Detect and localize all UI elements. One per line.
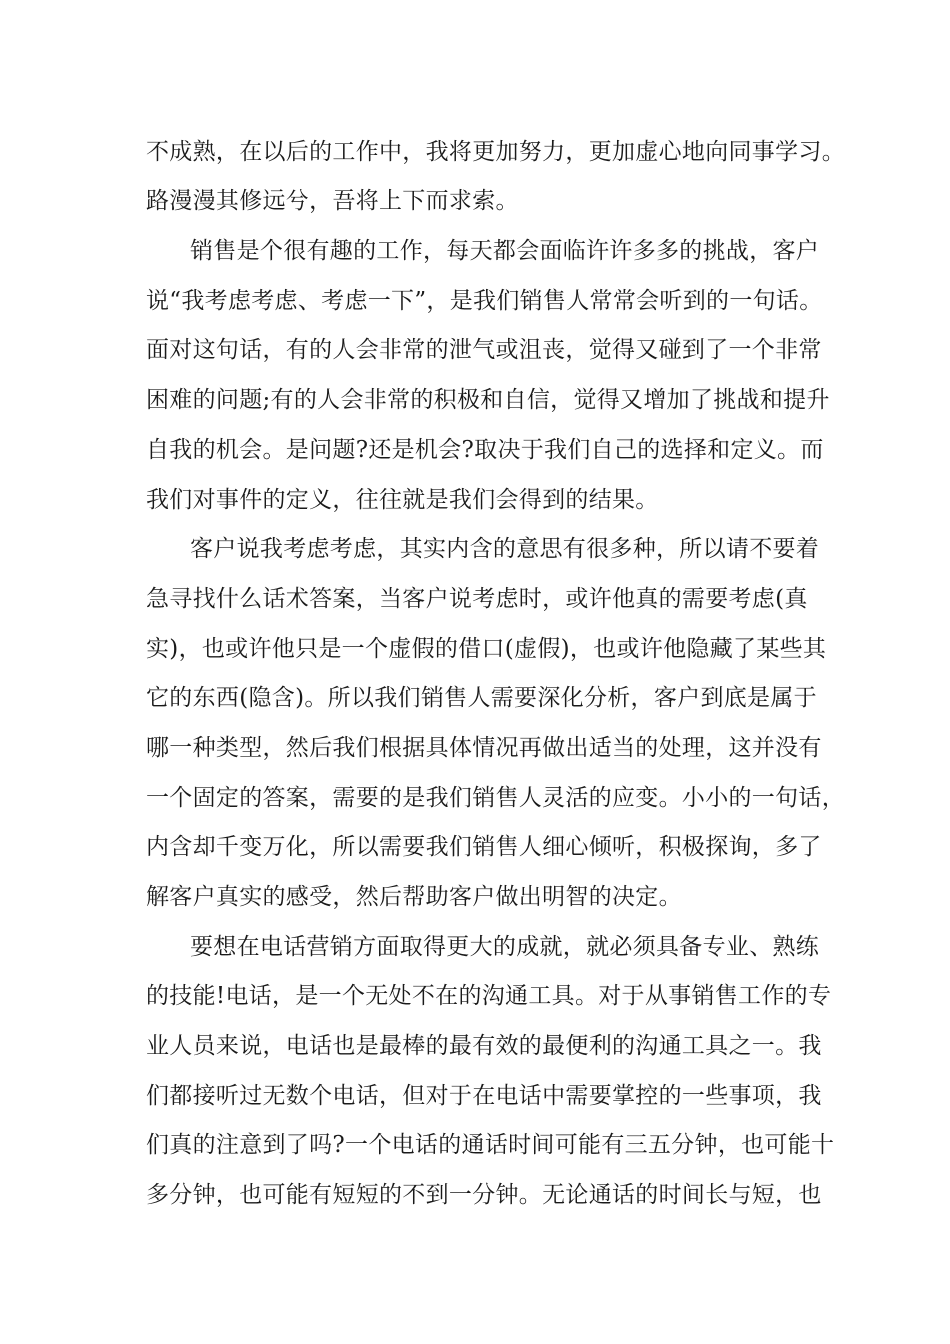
text-line: 们真的注意到了吗?一个电话的通话时间可能有三五分钟，也可能十 [146, 1132, 835, 1158]
text-line: 它的东西(隐含)。所以我们销售人需要深化分析，客户到底是属于 [146, 685, 817, 711]
text-line: 多分钟，也可能有短短的不到一分钟。无论通话的时间长与短，也 [146, 1182, 822, 1208]
paragraph-first-line: 客户说我考虑考虑，其实内含的意思有很多种，所以请不要着 [190, 536, 820, 562]
text-line: 解客户真实的感受，然后帮助客户做出明智的决定。 [146, 884, 682, 910]
text-line: 面对这句话，有的人会非常的泄气或沮丧，觉得又碰到了一个非常 [146, 337, 822, 363]
text-line: 业人员来说，电话也是最棒的最有效的最便利的沟通工具之一。我 [146, 1033, 822, 1059]
text-line: 哪一种类型，然后我们根据具体情况再做出适当的处理，这并没有 [146, 735, 822, 761]
paragraph-first-line: 销售是个很有趣的工作，每天都会面临许许多多的挑战，客户 [190, 238, 820, 264]
text-line: 的技能!电话，是一个无处不在的沟通工具。对于从事销售工作的专 [146, 983, 832, 1009]
text-line: 一个固定的答案，需要的是我们销售人灵活的应变。小小的一句话， [146, 785, 845, 811]
text-line: 自我的机会。是问题?还是机会?取决于我们自己的选择和定义。而 [146, 437, 824, 463]
text-line: 路漫漫其修远兮，吾将上下而求索。 [146, 188, 519, 214]
text-line: 困难的问题;有的人会非常的积极和自信，觉得又增加了挑战和提升 [146, 387, 830, 413]
paragraph-first-line: 要想在电话营销方面取得更大的成就，就必须具备专业、熟练 [190, 934, 820, 960]
text-line: 急寻找什么话术答案，当客户说考虑时，或许他真的需要考虑(真 [146, 586, 808, 612]
text-line: 说“我考虑考虑、考虑一下”，是我们销售人常常会听到的一句话。 [146, 288, 823, 314]
text-line: 不成熟，在以后的工作中，我将更加努力，更加虚心地向同事学习。 [146, 139, 845, 165]
text-line: 实)，也或许他只是一个虚假的借口(虚假)，也或许他隐藏了某些其 [146, 636, 827, 662]
text-line: 我们对事件的定义，往往就是我们会得到的结果。 [146, 487, 659, 513]
text-line: 们都接听过无数个电话，但对于在电话中需要掌控的一些事项，我 [146, 1083, 822, 1109]
text-line: 内含却千变万化，所以需要我们销售人细心倾听，积极探询，多了 [146, 834, 822, 860]
